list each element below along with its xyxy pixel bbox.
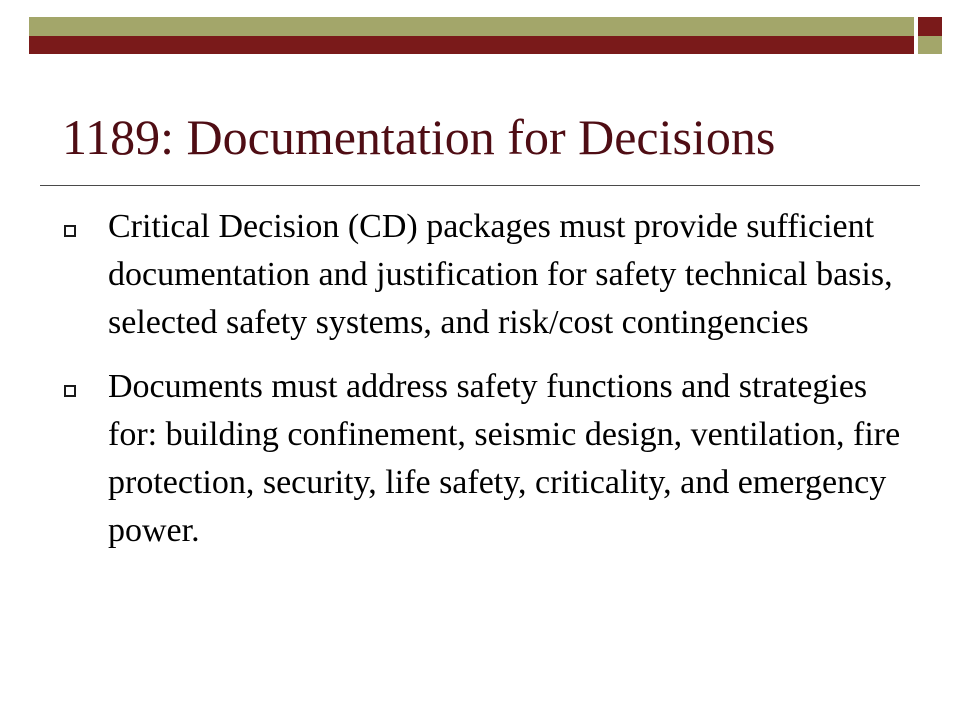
corner-block-maroon <box>918 17 942 36</box>
bullet-text: Critical Decision (CD) packages must provide sufficient documentation and justification for safety technical basis, selected safety systems, and risk/cost contingencies <box>108 208 893 341</box>
title-divider <box>40 185 920 186</box>
bullet-list <box>62 203 912 571</box>
header-corner-block <box>918 17 942 55</box>
slide-title: 1189: Documentation for Decisions <box>62 109 776 165</box>
bullet-item <box>62 203 912 347</box>
header-decoration-bar <box>29 17 914 55</box>
header-band-maroon <box>29 36 914 54</box>
corner-block-olive <box>918 36 942 54</box>
hollow-square-icon <box>64 385 76 397</box>
header-band-olive <box>29 17 914 36</box>
bullet-text: Documents must address safety functions and strategies for: building confinement, seismic design, ventilation, fire protection, security, life safety, criticality, and emergency power. <box>108 368 901 549</box>
bullet-item <box>62 363 912 555</box>
hollow-square-icon <box>64 225 76 237</box>
